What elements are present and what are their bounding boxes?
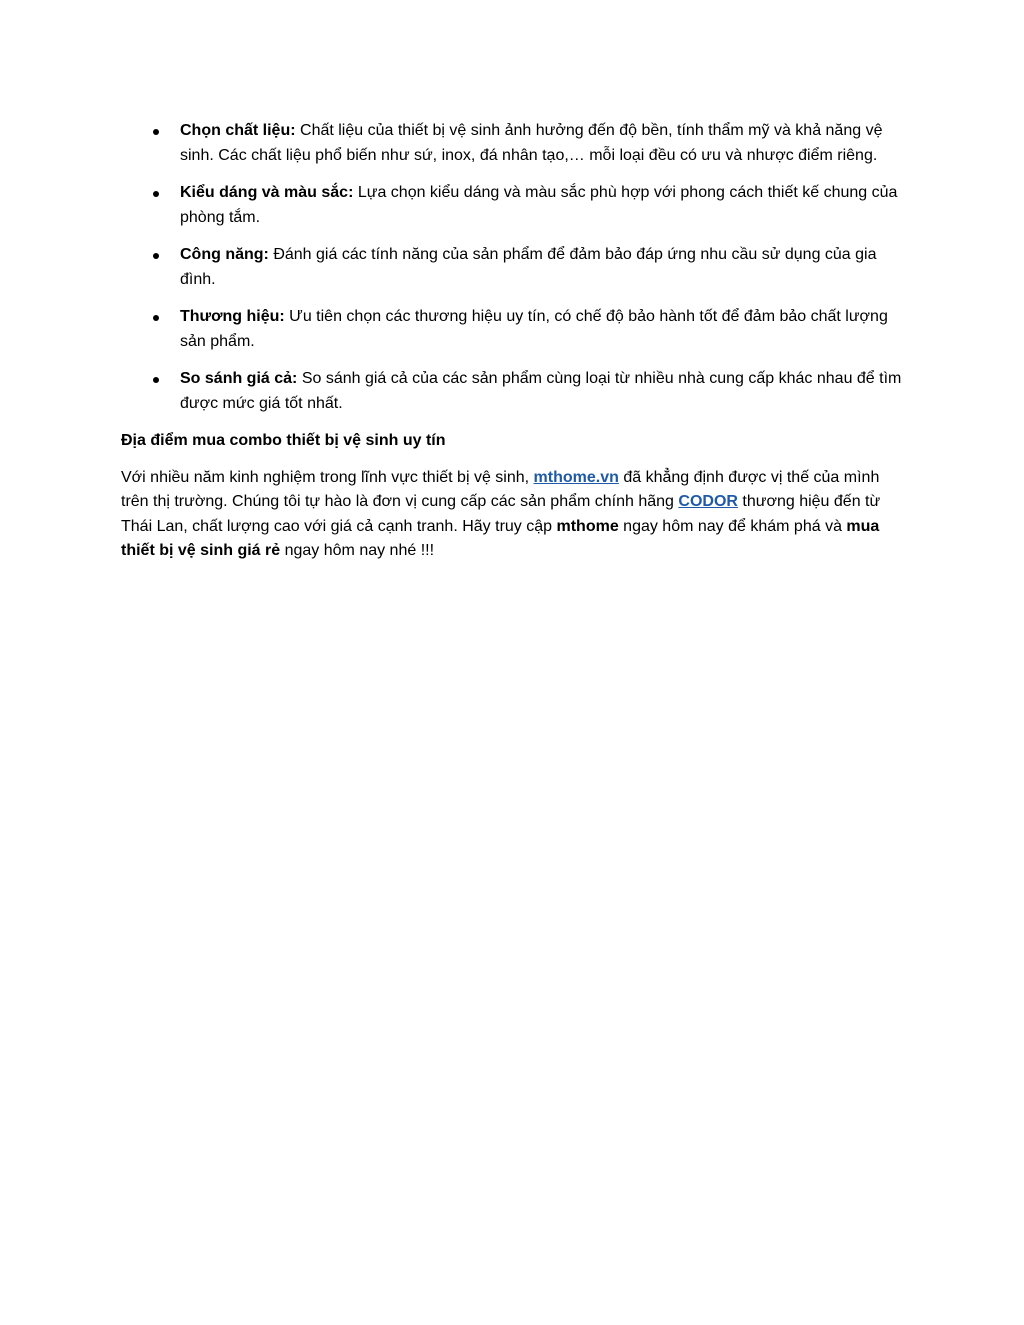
list-item-text: Ưu tiên chọn các thương hiệu uy tín, có chế độ bảo hành tốt để đảm bảo chất lượng sản phẩm. [180,308,888,350]
paragraph-bold-text: mua thiết bị vệ sinh giá rẻ [121,517,880,559]
list-item [121,367,906,416]
list-item-text: Lựa chọn kiểu dáng và màu sắc phù hợp với phong cách thiết kế chung của phòng tắm. [180,184,898,226]
paragraph-text: thương hiệu đến từ Thái Lan, chất lượng cao với giá cả cạnh tranh. Hãy truy cập [121,493,881,535]
list-item [121,119,906,168]
paragraph-text: ngay hôm nay để khám phá và [618,517,847,535]
criteria-list [121,119,906,416]
list-item [121,305,906,354]
list-item [121,181,906,230]
paragraph-text: ngay hôm nay nhé !!! [280,542,435,559]
paragraph-bold-text: mthome [556,517,619,535]
bullet-icon [153,253,159,259]
codor-link[interactable]: CODOR [678,493,738,510]
list-item-term: Thương hiệu: [180,308,285,325]
bullet-icon [153,377,159,383]
body-paragraph [121,466,906,564]
bullet-icon [153,191,159,197]
list-item-text: Chất liệu của thiết bị vệ sinh ảnh hưởng đến độ bền, tính thẩm mỹ và khả năng vệ sinh. Các chất liệu phổ biến như sứ, inox, đá nhân tạo,… mỗi loại đều có ưu và nhược điểm riêng. [180,122,883,164]
bullet-icon [153,129,159,135]
bullet-icon [153,315,159,321]
document-content [121,119,906,564]
paragraph-text: Với nhiều năm kinh nghiệm trong lĩnh vực thiết bị vệ sinh, [121,468,534,486]
list-item-text: Đánh giá các tính năng của sản phẩm để đảm bảo đáp ứng nhu cầu sử dụng của gia đình. [180,246,877,288]
list-item-term: So sánh giá cả: [180,370,298,387]
list-item-term: Chọn chất liệu: [180,122,296,139]
list-item-term: Công năng: [180,246,269,263]
list-item-text: So sánh giá cả của các sản phẩm cùng loại từ nhiều nhà cung cấp khác nhau để tìm được mức giá tốt nhất. [180,370,902,412]
mthome-link[interactable]: mthome.vn [533,468,619,486]
paragraph-text: đã khẳng định được vị thế của mình trên thị trường. Chúng tôi tự hào là đơn vị cung cấp các sản phẩm chính hãng [121,468,880,510]
list-item-term: Kiểu dáng và màu sắc: [180,184,354,201]
list-item [121,243,906,292]
section-heading: Địa điểm mua combo thiết bị vệ sinh uy tín [121,432,446,449]
